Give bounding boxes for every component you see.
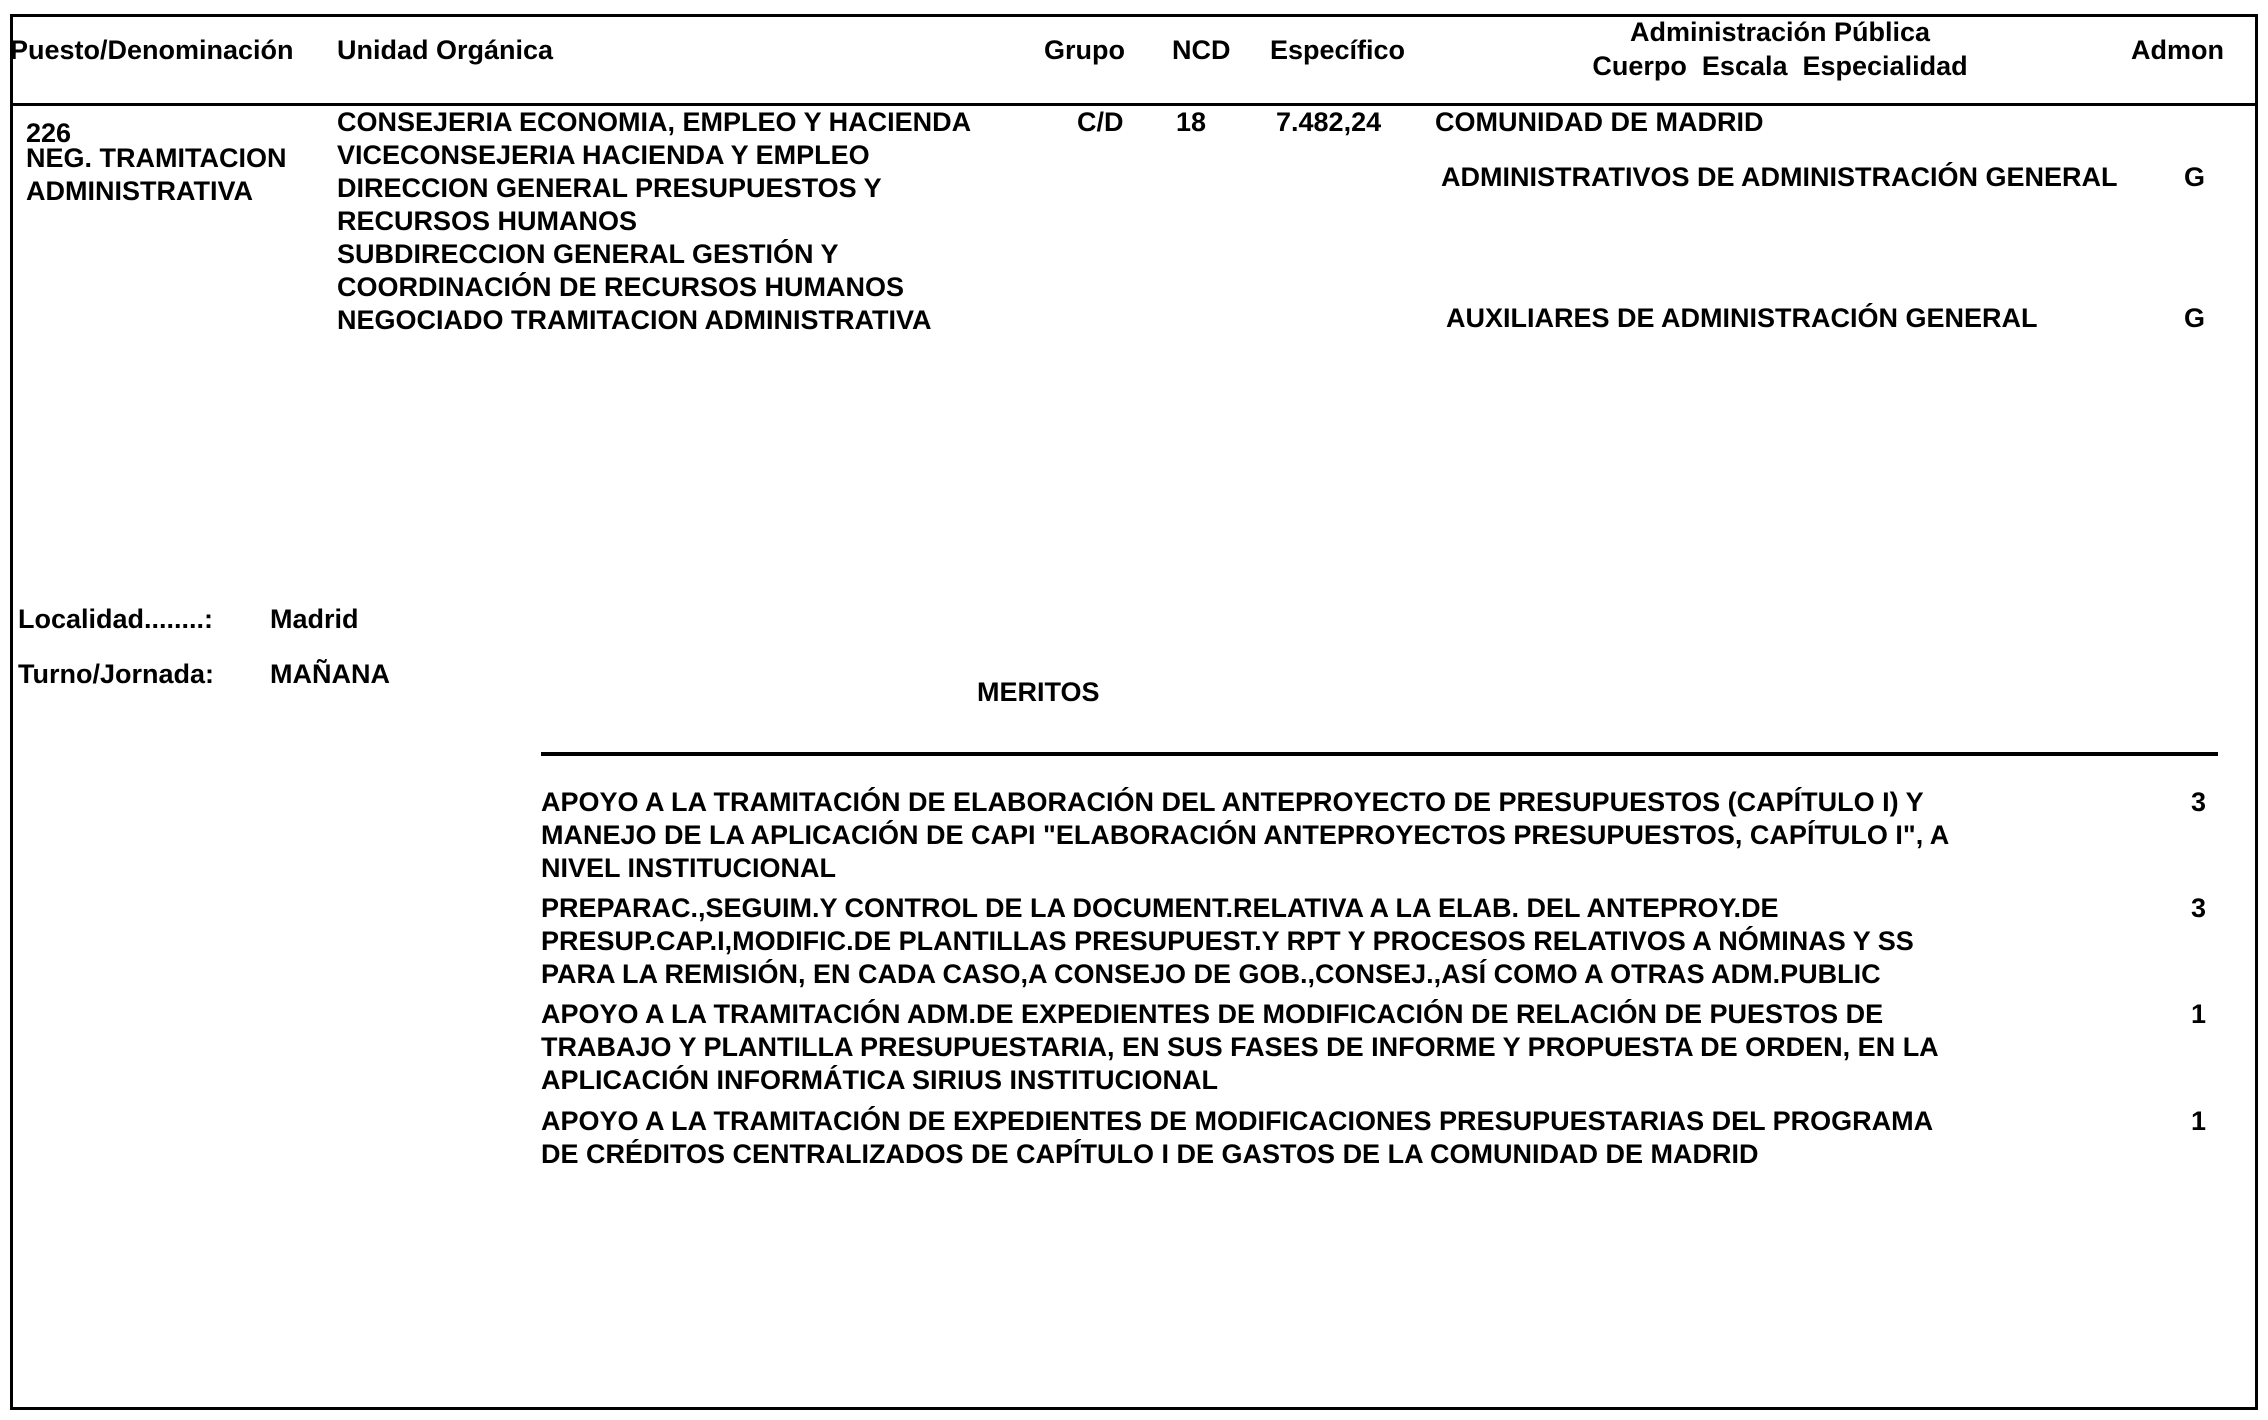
unidad-line: VICECONSEJERIA HACIENDA Y EMPLEO: [337, 140, 870, 170]
especifico-value: 7.482,24: [1276, 107, 1382, 137]
merit-item: [541, 786, 1949, 885]
cuerpo-name: ADMINISTRATIVOS DE ADMINISTRACIÓN GENERAL: [1441, 162, 2118, 192]
cuerpo-name: AUXILIARES DE ADMINISTRACIÓN GENERAL: [1446, 303, 2038, 333]
merit-line: APLICACIÓN INFORMÁTICA SIRIUS INSTITUCIONAL: [541, 1065, 1218, 1095]
cuerpo-admon: G: [2184, 162, 2206, 192]
header-unidad: Unidad Orgánica: [337, 35, 554, 65]
merit-item: [541, 998, 1939, 1097]
unidad-line: DIRECCION GENERAL PRESUPUESTOS Y: [337, 173, 882, 203]
unidad-line: CONSEJERIA ECONOMIA, EMPLEO Y HACIENDA: [337, 107, 972, 137]
merit-line: PARA LA REMISIÓN, EN CADA CASO,A CONSEJO DE GOB.,CONSEJ.,ASÍ COMO A OTRAS ADM.PUBLIC: [541, 959, 1881, 989]
unidad-line: SUBDIRECCION GENERAL GESTIÓN Y: [337, 239, 839, 269]
merit-line: APOYO A LA TRAMITACIÓN DE EXPEDIENTES DE MODIFICACIONES PRESUPUESTARIAS DEL PROGRAMA: [541, 1106, 1934, 1136]
turno-label: Turno/Jornada:: [18, 659, 215, 689]
denominacion-line: ADMINISTRATIVA: [26, 176, 253, 206]
header-puesto: Puesto/Denominación: [10, 35, 294, 65]
turno-value: MAÑANA: [270, 659, 390, 689]
administracion-value: COMUNIDAD DE MADRID: [1435, 107, 1764, 137]
merit-line: APOYO A LA TRAMITACIÓN DE ELABORACIÓN DEL ANTEPROYECTO DE PRESUPUESTOS (CAPÍTULO I) Y: [541, 787, 1924, 817]
puesto-denominacion: [26, 142, 286, 208]
merit-points: 1: [2191, 1106, 2207, 1136]
merit-item: [541, 1105, 1933, 1171]
merit-points: 3: [2191, 893, 2207, 923]
grupo-value: C/D: [1077, 107, 1124, 137]
unidad-line: COORDINACIÓN DE RECURSOS HUMANOS: [337, 272, 905, 302]
cuerpo-admon: G: [2184, 303, 2206, 333]
merit-line: APOYO A LA TRAMITACIÓN ADM.DE EXPEDIENTES DE MODIFICACIÓN DE RELACIÓN DE PUESTOS DE: [541, 999, 1884, 1029]
unidad-line: NEGOCIADO TRAMITACION ADMINISTRATIVA: [337, 305, 932, 335]
merit-line: DE CRÉDITOS CENTRALIZADOS DE CAPÍTULO I DE GASTOS DE LA COMUNIDAD DE MADRID: [541, 1139, 1759, 1169]
puesto-numero: 226: [26, 118, 72, 148]
meritos-title: MERITOS: [977, 677, 1100, 707]
merit-item: [541, 892, 1914, 991]
denominacion-line: NEG. TRAMITACION: [26, 143, 287, 173]
merit-line: PREPARAC.,SEGUIM.Y CONTROL DE LA DOCUMENT.RELATIVA A LA ELAB. DEL ANTEPROY.DE: [541, 893, 1779, 923]
unidad-line: RECURSOS HUMANOS: [337, 206, 638, 236]
merit-line: MANEJO DE LA APLICACIÓN DE CAPI "ELABORACIÓN ANTEPROYECTOS PRESUPUESTOS, CAPÍTULO I", A: [541, 820, 1950, 850]
merit-line: PRESUP.CAP.I,MODIFIC.DE PLANTILLAS PRESUPUEST.Y RPT Y PROCESOS RELATIVOS A NÓMINAS Y SS: [541, 926, 1914, 956]
header-grupo: Grupo: [1044, 35, 1125, 65]
header-admon: Admon: [2131, 35, 2224, 65]
header-cuerpo-escala: Cuerpo Escala Especialidad: [1592, 51, 1968, 81]
merit-line: TRABAJO Y PLANTILLA PRESUPUESTARIA, EN SUS FASES DE INFORME Y PROPUESTA DE ORDEN, EN LA: [541, 1032, 1939, 1062]
header-administracion-publica: Administración Pública: [1629, 17, 1931, 47]
unidad-organica: [337, 106, 971, 337]
localidad-value: Madrid: [270, 604, 359, 634]
localidad-label: Localidad........:: [18, 604, 214, 634]
merit-points: 1: [2191, 999, 2207, 1029]
header-ncd: NCD: [1172, 35, 1231, 65]
merit-points: 3: [2191, 787, 2207, 817]
header-especifico: Específico: [1270, 35, 1406, 65]
ncd-value: 18: [1176, 107, 1207, 137]
merit-line: NIVEL INSTITUCIONAL: [541, 853, 837, 883]
meritos-divider: [541, 752, 2218, 756]
